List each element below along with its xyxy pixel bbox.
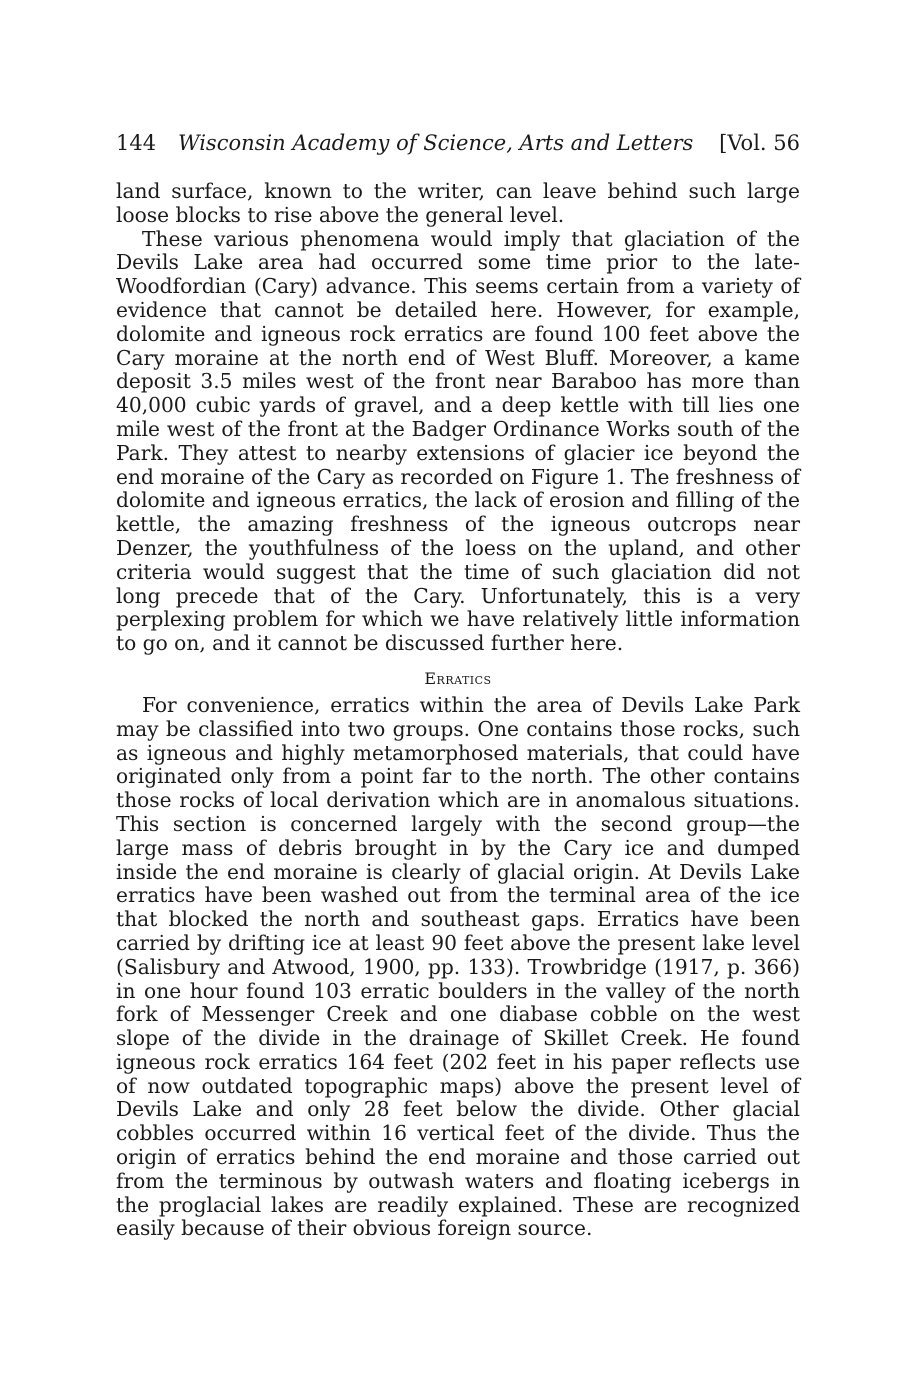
document-page <box>116 128 800 1241</box>
section-heading-erratics: Erratics <box>424 668 492 688</box>
volume-label: [Vol. 56 <box>719 131 800 155</box>
running-head <box>116 128 800 162</box>
page-number: 144 <box>116 131 157 155</box>
paragraph-continuation: land surface, known to the writer, can leave behind such large loose blocks to rise above the general level. <box>116 179 800 227</box>
paragraph-glaciation: These various phenomena would imply that glaciation of the Devils Lake area had occurred some time prior to the late-Woodfordian (Cary) advance. This seems certain from a variety of evidence that cannot be detailed here. However, for example, dolomite and igneous rock erratics are found 100 feet above the Cary moraine at the north end of West Bluff. Moreover, a kame deposit 3.5 miles west of the front near Baraboo has more than 40,000 cubic yards of gravel, and a deep kettle with till lies one mile west of the front at the Badger Ordinance Works south of the Park. They attest to nearby extensions of glacier ice beyond the end moraine of the Cary as recorded on Figure 1. The freshness of dolomite and igneous erratics, the lack of erosion and filling of the kettle, the amazing freshness of the igneous outcrops near Denzer, the youthfulness of the loess on the upland, and other criteria would suggest that the time of such glaciation did not long precede that of the Cary. Unfortunately, this is a very perplexing problem for which we have relatively little information to go on, and it cannot be discussed further here. <box>116 226 800 656</box>
paragraph-erratics: For convenience, erratics within the area of Devils Lake Park may be classified into two groups. One contains those rocks, such as igneous and highly metamorphosed materials, that could have originated only from a point far to the north. The other contains those rocks of local derivation which are in anomalous situations. This section is concerned largely with the second group—the large mass of debris brought in by the Cary ice and dumped inside the end moraine is clearly of glacial origin. At Devils Lake erratics have been washed out from the terminal area of the ice that blocked the north and southeast gaps. Erratics have been carried by drifting ice at least 90 feet above the present lake level (Salisbury and Atwood, 1900, pp. 133). Trowbridge (1917, p. 366) in one hour found 103 erratic boulders in the valley of the north fork of Messenger Creek and one diabase cobble on the west slope of the divide in the drainage of Skillet Creek. He found igneous rock erratics 164 feet (202 feet in his paper reflects use of now outdated topographic maps) above the present level of Devils Lake and only 28 feet below the divide. Other glacial cobbles occurred within 16 vertical feet of the divide. Thus the origin of erratics behind the end moraine and those carried out from the terminous by outwash waters and floating icebergs in the proglacial lakes are readily explained. These are recognized easily because of their obvious foreign source. <box>116 692 800 1241</box>
journal-title: Wisconsin Academy of Science, Arts and Letters <box>178 131 694 155</box>
